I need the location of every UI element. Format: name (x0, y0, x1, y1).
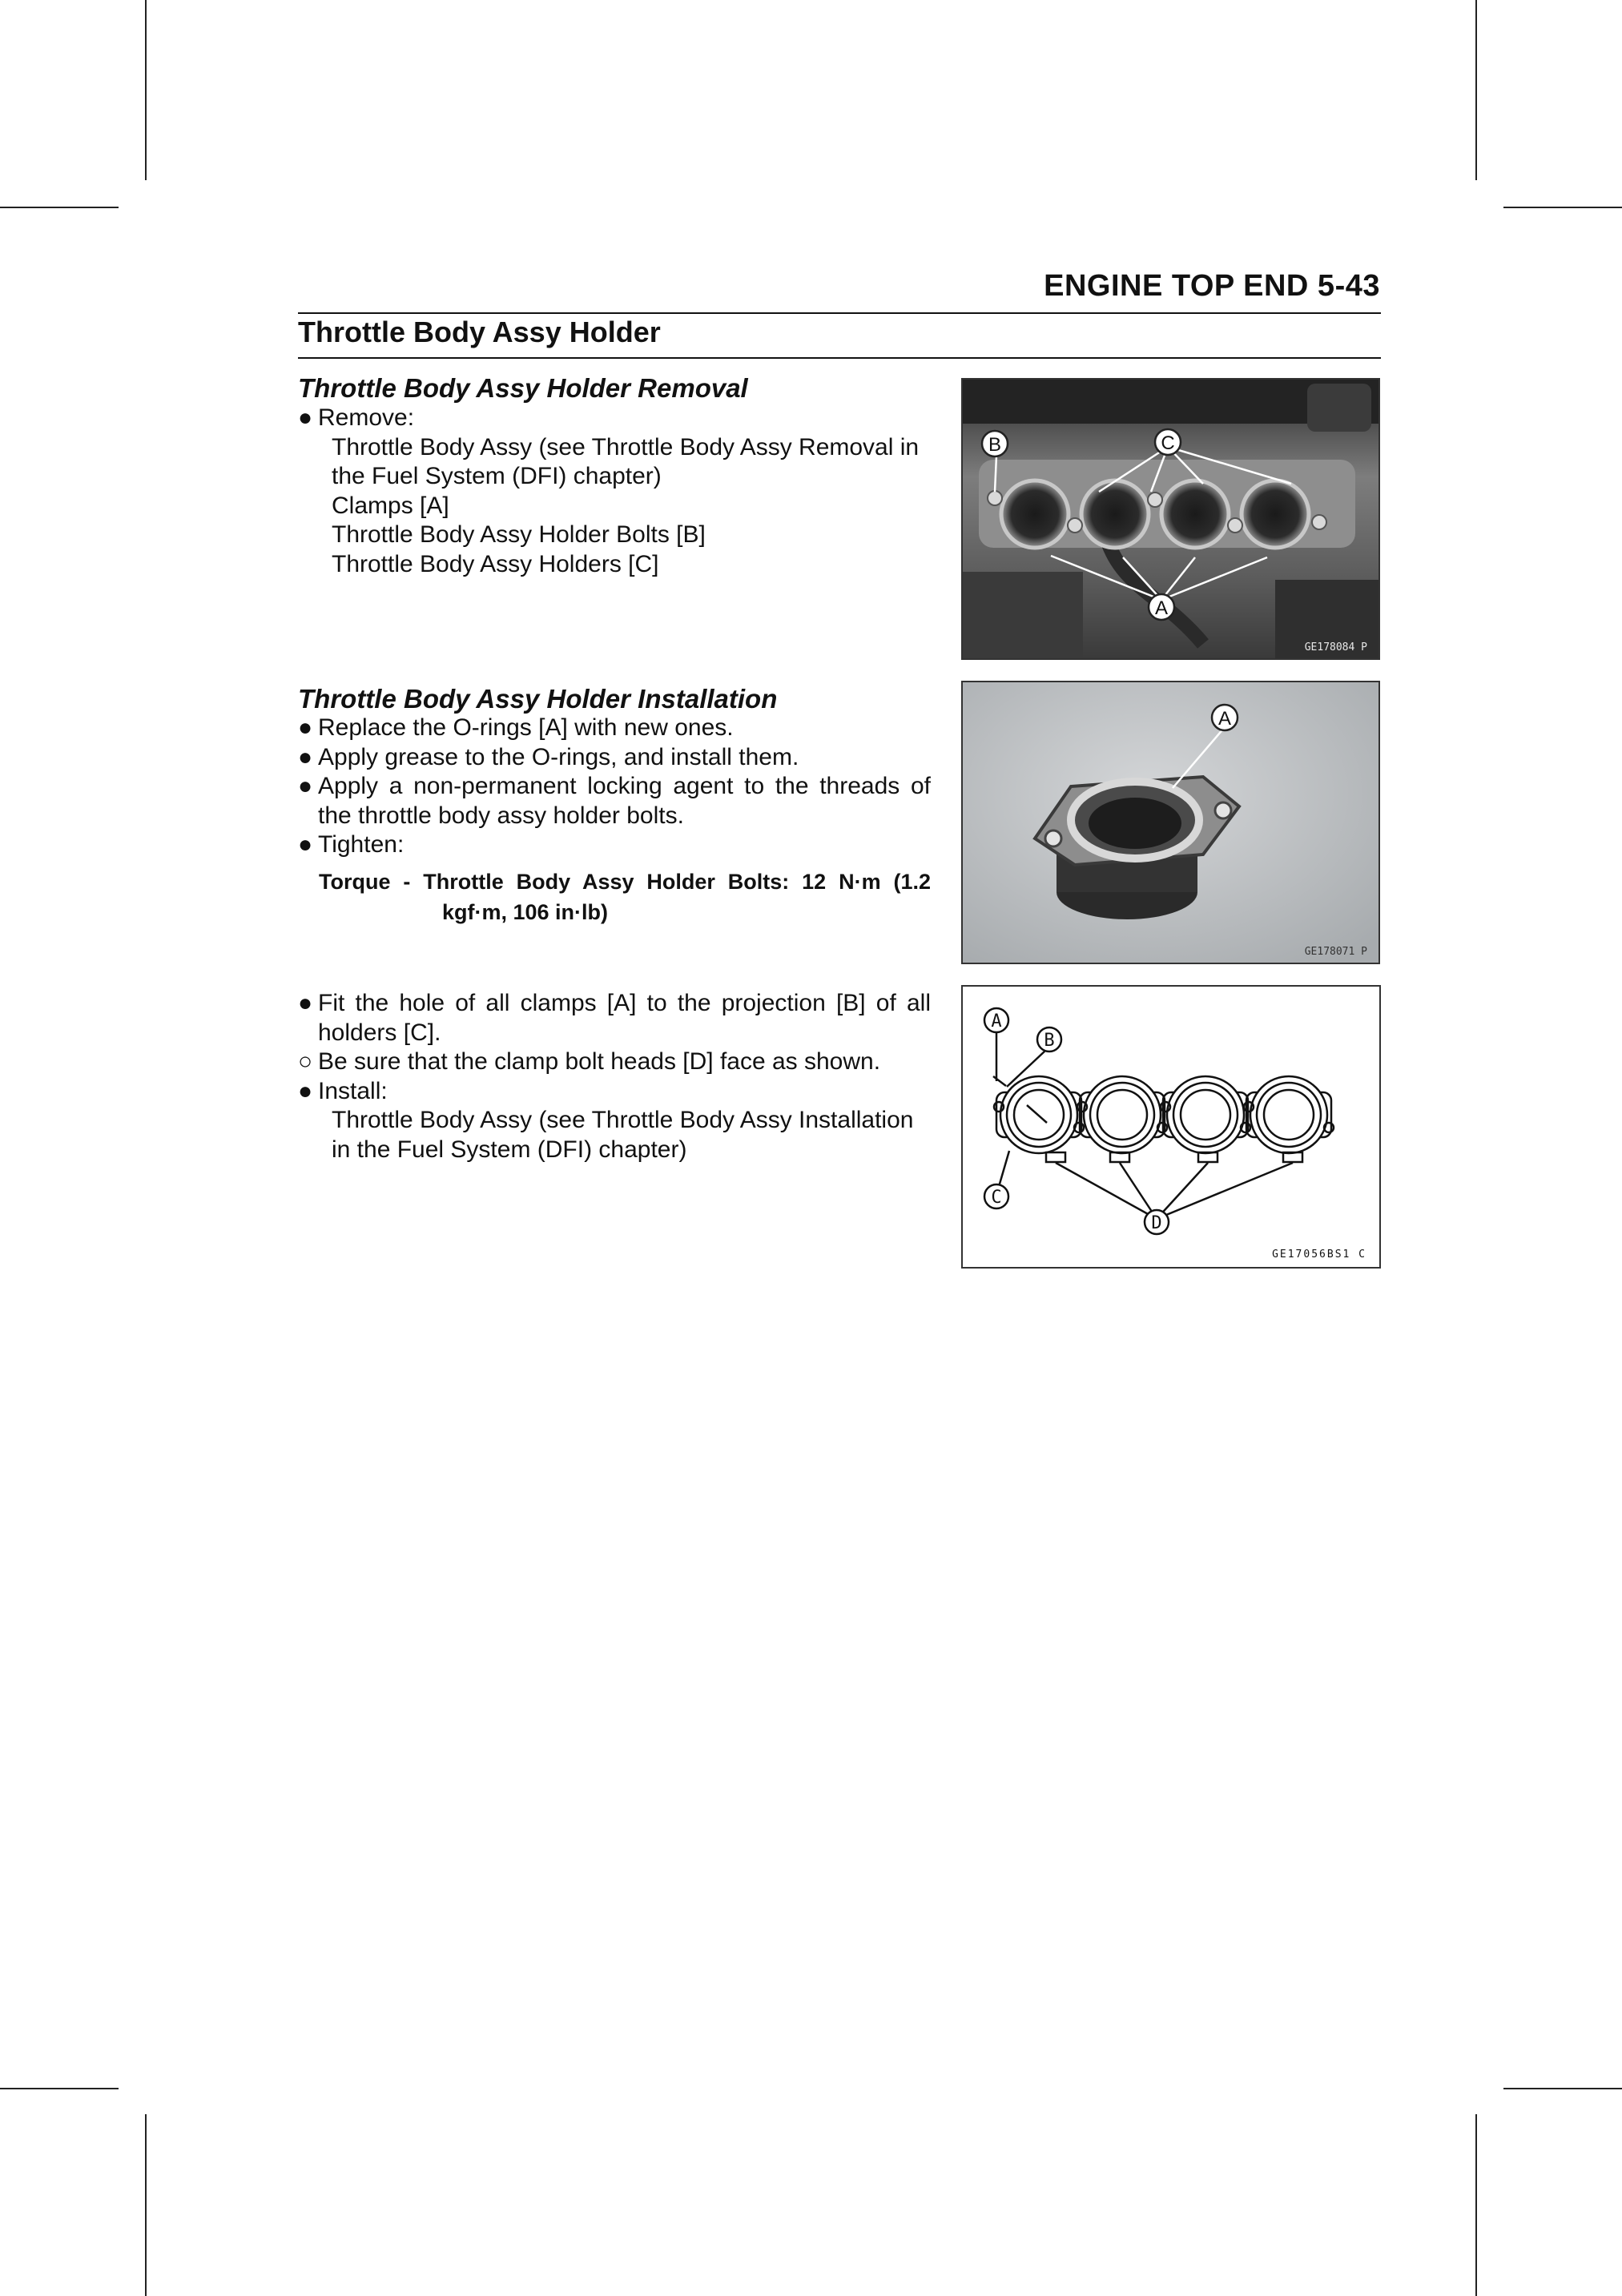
crop-mark (145, 2114, 147, 2296)
callout-label-C (984, 1184, 1008, 1208)
bullet-icon: ● (298, 1077, 313, 1104)
removal-list (298, 404, 931, 579)
bullet-icon: ● (298, 990, 313, 1016)
figure-ref-code: GE178071 P (1304, 946, 1367, 958)
section-title: Throttle Body Assy Holder (298, 316, 661, 348)
crop-mark (1503, 2088, 1622, 2089)
crop-mark (1475, 2114, 1477, 2296)
crop-mark (1475, 0, 1477, 180)
figure-throttle-body-holders-photo (961, 378, 1380, 660)
crop-mark (0, 2088, 119, 2089)
list-item: ● Fit the hole of all clamps [A] to the projection [B] of all (298, 989, 931, 1019)
crop-mark (1503, 207, 1622, 208)
list-item: Throttle Body Assy Holders [C] (332, 550, 659, 577)
removal-heading: Throttle Body Assy Holder Removal (298, 373, 748, 403)
section-rule (298, 357, 1381, 359)
torque-line: Torque - Throttle Body Assy Holder Bolts: 12 N·m (1.2 (319, 870, 931, 894)
header-rule (298, 312, 1381, 314)
svg-text:A: A (1154, 597, 1169, 619)
callout-label-B (982, 431, 1008, 456)
crop-mark (145, 0, 147, 180)
svg-text:C: C (991, 1188, 1002, 1208)
svg-text:A: A (1218, 708, 1232, 730)
bullet-icon: ● (298, 831, 313, 858)
torque-line: kgf·m, 106 in·lb) (442, 900, 609, 924)
page-header-title: ENGINE TOP END 5-43 (1044, 269, 1380, 303)
fitting-list (298, 989, 931, 1164)
list-item: ● Apply a non-permanent locking agent to the threads of (298, 772, 931, 802)
list-item: ● Remove: (298, 404, 931, 433)
callout-label-D (1145, 1210, 1169, 1234)
figure-holder-o-ring-photo (961, 681, 1380, 964)
installation-heading: Throttle Body Assy Holder Installation (298, 684, 778, 714)
callout-label-B (1037, 1027, 1061, 1051)
list-item: in the Fuel System (DFI) chapter) (332, 1136, 687, 1163)
list-item: Throttle Body Assy Holder Bolts [B] (332, 521, 706, 548)
svg-text:C: C (1161, 432, 1175, 454)
engine-photo-illustration (963, 380, 1378, 658)
callout-label-C (1155, 429, 1181, 455)
torque-spec (319, 867, 931, 927)
svg-text:B: B (1044, 1031, 1055, 1051)
figure-ref-code: GE17056BS1 C (1272, 1249, 1366, 1261)
list-note: ○ Be sure that the clamp bolt heads [D] face as shown. (298, 1047, 931, 1077)
clamp-diagram-illustration (963, 987, 1379, 1267)
list-item: ● Apply grease to the O-rings, and install them. (298, 743, 931, 773)
list-item-continuation: the throttle body assy holder bolts. (318, 802, 684, 829)
list-item: ● Replace the O-rings [A] with new ones. (298, 714, 931, 743)
list-item: Throttle Body Assy (see Throttle Body Assy Installation (332, 1107, 914, 1133)
figure-ref-code: GE178084 P (1304, 641, 1367, 653)
bullet-icon: ● (298, 743, 313, 770)
list-item: ● Tighten: (298, 830, 931, 860)
figure-clamp-orientation-diagram (961, 985, 1381, 1269)
callout-label-A (984, 1008, 1008, 1032)
list-item: ● Install: (298, 1077, 931, 1107)
bullet-icon: ● (298, 714, 313, 741)
svg-text:D: D (1151, 1213, 1162, 1233)
crop-mark (0, 207, 119, 208)
hollow-bullet-icon: ○ (298, 1048, 313, 1075)
list-item: the Fuel System (DFI) chapter) (332, 463, 662, 489)
list-item-continuation: holders [C]. (318, 1019, 441, 1046)
installation-list (298, 714, 931, 860)
list-item: Throttle Body Assy (see Throttle Body Assy Removal in (332, 433, 920, 460)
callout-label-A (1149, 594, 1174, 620)
list-item: Clamps [A] (332, 492, 449, 519)
svg-text:A: A (991, 1011, 1002, 1031)
bullet-icon: ● (298, 404, 313, 431)
holder-photo-illustration (963, 682, 1378, 963)
svg-text:B: B (988, 434, 1002, 456)
callout-label-A (1212, 705, 1238, 730)
bullet-icon: ● (298, 773, 313, 799)
